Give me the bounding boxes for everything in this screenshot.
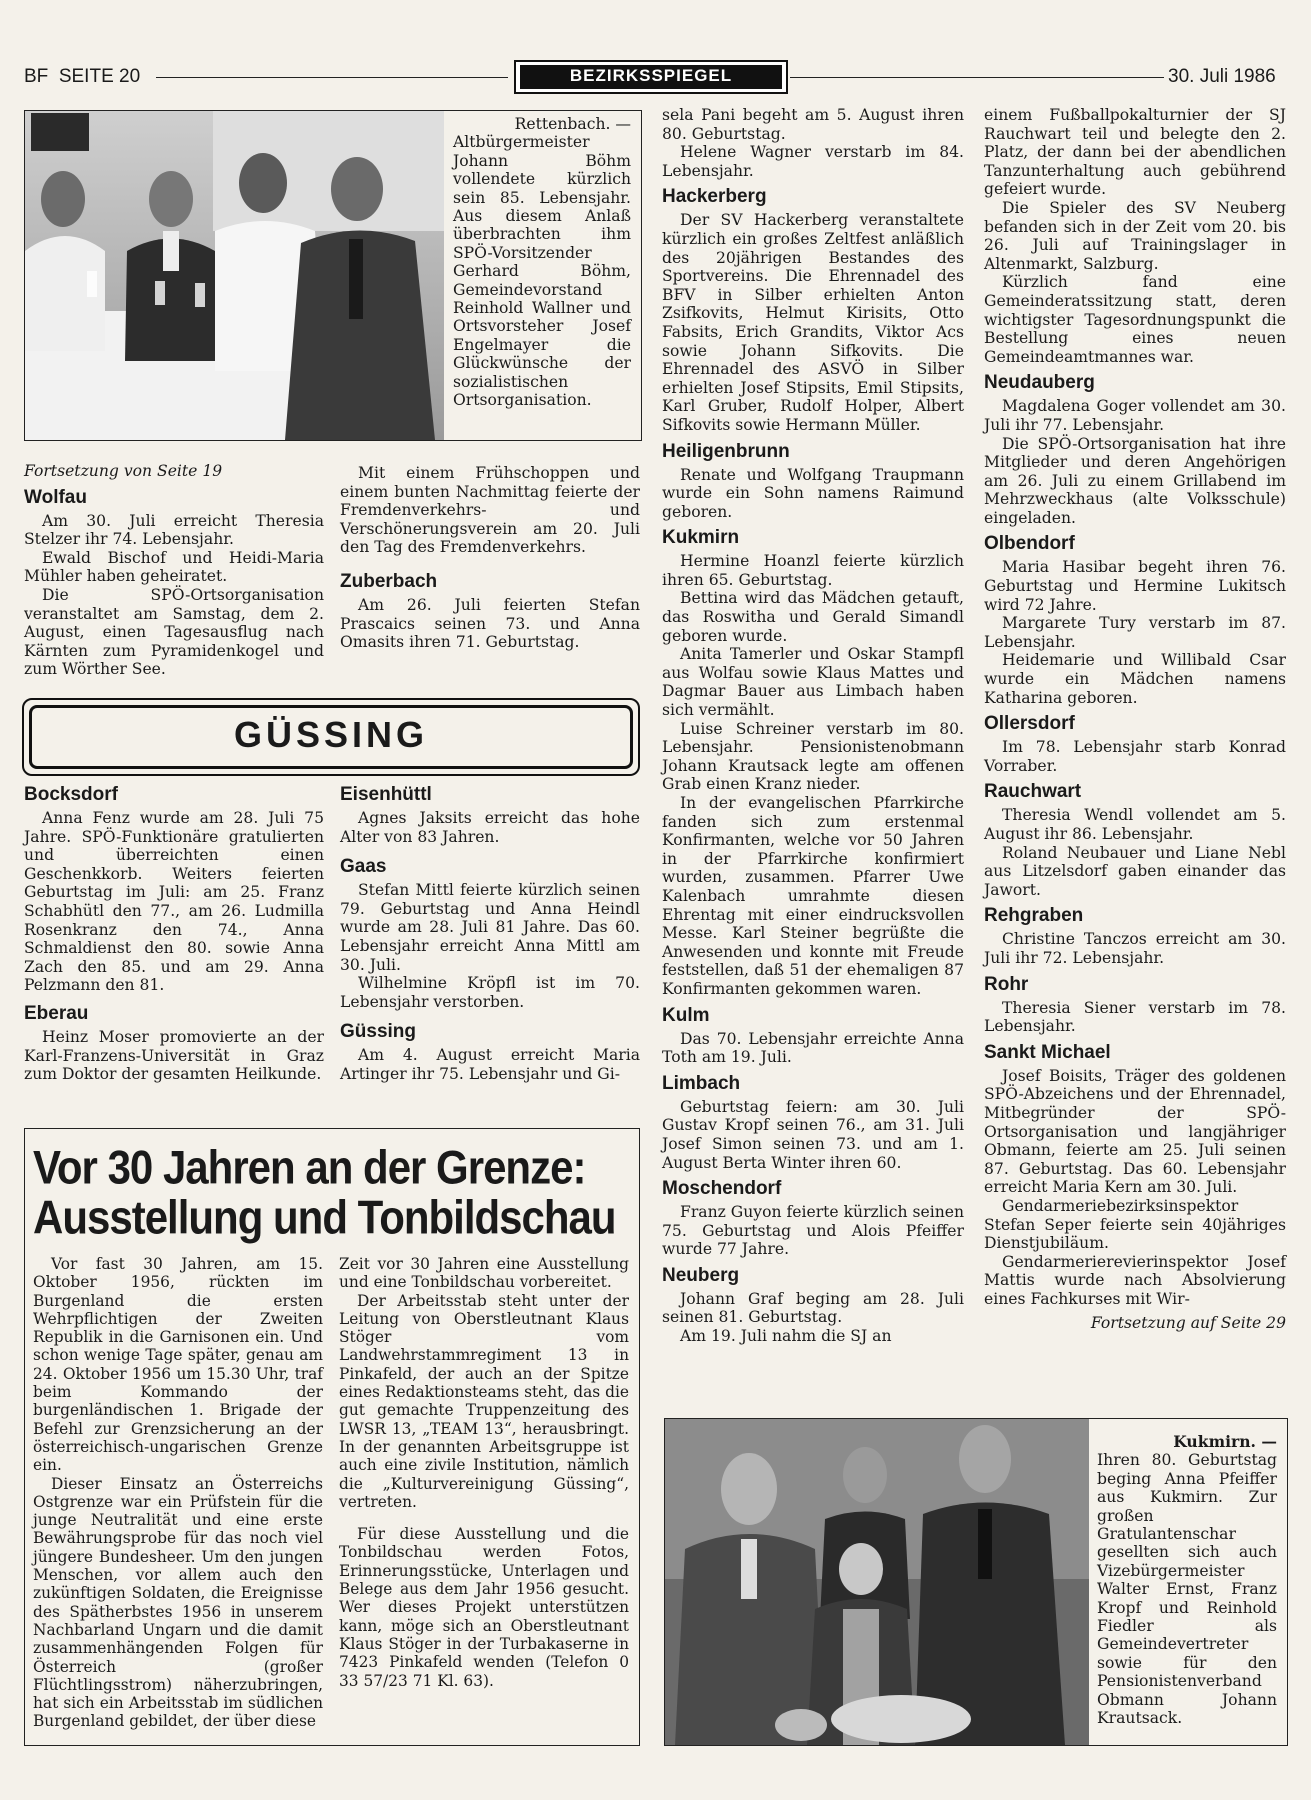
caption-lead: Rettenbach. — bbox=[514, 115, 631, 133]
paragraph: Hermine Hoanzl feierte kürzlich ihren 65. Geburtstag. bbox=[662, 552, 964, 589]
page-date: 30. Juli 1986 bbox=[1168, 66, 1276, 87]
heading-gaas: Gaas bbox=[340, 856, 387, 878]
paragraph: Der SV Hackerberg veranstaltete kürzlich ein großes Zeltfest anläßlich des 20jährigen Bestandes des Sportvereins. Die Ehrennadel des BFV in Silber erhielten Anton Zsifkovits, Helmut Kirisits, Otto Fabsits, Erich Grandits, Viktor Acs sowie Johann Sifkovits. Die Ehrennadel des ASVÖ in Silber erhielten Josef Stipsits, Emil Stipsits, Karl Gruber, Rudolf Holper, Albert Sifkovits sowie Hermann Müller. bbox=[662, 211, 964, 434]
paragraph: Roland Neubauer und Liane Nebl aus Litzelsdorf gaben einander das Jawort. bbox=[984, 843, 1286, 899]
article-headline-1: Vor 30 Jahren an der Grenze: bbox=[33, 1141, 586, 1194]
paragraph: Renate und Wolfgang Traupmann wurde ein Sohn namens Raimund geboren. bbox=[662, 465, 964, 521]
continuation-note: Fortsetzung auf Seite 29 bbox=[1090, 1314, 1286, 1333]
guessing-banner-title: GÜSSING bbox=[233, 714, 429, 755]
paragraph: Mit einem Frühschoppen und einem bunten Nachmittag feierte der Fremdenverkehrs- und Verschönerungsverein am 20. Juli den Tag des Fremdenverkehrs. bbox=[340, 464, 640, 557]
heading-limbach: Limbach bbox=[662, 1072, 741, 1094]
photo-kukmirn-image bbox=[665, 1419, 1089, 1745]
paragraph: Im 78. Lebensjahr starb Konrad Vorraber. bbox=[984, 738, 1286, 775]
heading-rohr: Rohr bbox=[984, 973, 1029, 995]
column-3 bbox=[662, 106, 964, 1346]
heading-ollersdorf: Ollersdorf bbox=[984, 713, 1075, 735]
photo-box-kukmirn bbox=[664, 1418, 1288, 1746]
caption-text: Altbürgermeister Johann Böhm vollendete kürzlich sein 85. Lebensjahr. Aus diesem Anlaß überbrachten ihm SPÖ-Vorsitzender Gerhard Böhm, Gemeindevorstand Reinhold Wallner und Ortsvorsteher Josef Engelmayer die Glückwünsche der sozialistischen Ortsorganisation. bbox=[453, 133, 631, 410]
paragraph: Gendarmeriebezirksinspektor Stefan Seper feierte sein 40jähriges Dienstjubiläum. bbox=[984, 1196, 1286, 1253]
heading-wolfau: Wolfau bbox=[24, 486, 87, 508]
paragraph: Theresia Wendl vollendet am 5. August ihr 86. Lebensjahr. bbox=[984, 806, 1286, 843]
caption-lead: Kukmirn. — bbox=[1173, 1432, 1277, 1451]
paragraph: Luise Schreiner verstarb im 80. Lebensjahr. Pensionistenobmann Johann Krautsack legte am offenen Grab einen Kranz nieder. bbox=[662, 719, 964, 794]
heading-hackerberg: Hackerberg bbox=[662, 186, 767, 208]
photo-caption-kukmirn bbox=[1097, 1433, 1277, 1728]
header-rule-right bbox=[790, 77, 1164, 78]
paragraph: Vor fast 30 Jahren, am 15. Oktober 1956, rückten im Burgenland die ersten Wehrpflichtigen der Zweiten Republik in die Garnisonen ein. Und schon wenige Tage später, genau am 24. Oktober 1956 um 15.30 Uhr, traf beim Kommando der burgenländischen 1. Brigade der Befehl zur Grenzsicherung an der österreichisch-ungarischen Grenze ein. bbox=[33, 1255, 323, 1475]
heading-heiligenbrunn: Heiligenbrunn bbox=[662, 440, 790, 462]
guessing-banner bbox=[22, 698, 640, 776]
photo-caption-rettenbach bbox=[453, 115, 631, 410]
heading-rehgraben: Rehgraben bbox=[984, 905, 1084, 927]
paragraph: Die SPÖ-Ortsorganisation hat ihre Mitglieder und deren Angehörigen am 26. Juli zu einem Grillabend im Mehrzweckhaus (alte Volksschule) eingeladen. bbox=[984, 434, 1286, 527]
paragraph: Das 70. Lebensjahr erreichte Anna Toth am 19. Juli. bbox=[662, 1029, 964, 1067]
heading-sankt-michael: Sankt Michael bbox=[984, 1041, 1111, 1063]
paragraph: Josef Boisits, Träger des goldenen SPÖ-Abzeichens und der Ehrennadel, Mitbegründer der SPÖ-Ortsorganisation und langjähriger Obmann, feierte am 25. Juli seinen 87. Geburtstag. Das 60. Lebensjahr erreicht Maria Kern am 30. Juli. bbox=[984, 1066, 1286, 1197]
heading-neudauberg: Neudauberg bbox=[984, 372, 1095, 394]
paragraph: Gendarmerierevierinspektor Josef Mattis wurde nach Absolvierung eines Fachkurses mit Wir- bbox=[984, 1252, 1286, 1308]
photo-rettenbach bbox=[25, 111, 444, 440]
heading-olbendorf: Olbendorf bbox=[984, 533, 1075, 555]
heading-eisenhuettl: Eisenhüttl bbox=[340, 784, 432, 805]
page-number: BF SEITE 20 bbox=[24, 66, 141, 87]
heading-rauchwart: Rauchwart bbox=[984, 781, 1082, 803]
heading-bocksdorf: Bocksdorf bbox=[24, 784, 118, 805]
column-bocksdorf bbox=[24, 784, 324, 1084]
continuation-note: Fortsetzung von Seite 19 bbox=[24, 462, 223, 480]
article-headline-2: Ausstellung und Tonbildschau bbox=[33, 1191, 616, 1244]
column-wolfau bbox=[24, 462, 324, 679]
paragraph: Stefan Mittl feierte kürzlich seinen 79. Geburtstag und Anna Heindl wurde am 28. Juli 81 Jahre. Das 60. Lebensjahr erreicht Anna Mittl am 30. Juli. bbox=[340, 881, 640, 974]
section-title: BEZIRKSSPIEGEL bbox=[520, 65, 782, 89]
photo-rettenbach-image bbox=[25, 111, 444, 440]
heading-zuberbach: Zuberbach bbox=[340, 570, 438, 592]
paragraph: Heidemarie und Willibald Csar wurde ein Mädchen namens Katharina geboren. bbox=[984, 651, 1286, 707]
paragraph: Wilhelmine Kröpfl ist im 70. Lebensjahr verstorben. bbox=[340, 974, 640, 1011]
paragraph: Heinz Moser promovierte an der Karl-Franzens-Universität in Graz zum Doktor der gesamten Heilkunde. bbox=[24, 1027, 324, 1084]
article-box bbox=[24, 1128, 640, 1746]
paragraph: Am 26. Juli feierten Stefan Prascaics seinen 73. und Anna Omasits ihren 71. Geburtstag. bbox=[340, 595, 640, 652]
column-zuberbach bbox=[340, 464, 640, 652]
paragraph: Zeit vor 30 Jahren eine Ausstellung und eine Tonbildschau vorbereitet. bbox=[339, 1255, 629, 1292]
paragraph: Am 19. Juli nahm die SJ an bbox=[680, 1327, 892, 1346]
article-left-column bbox=[33, 1255, 323, 1731]
photo-box-rettenbach bbox=[24, 110, 642, 441]
paragraph: Helene Wagner verstarb im 84. Lebensjahr. bbox=[662, 143, 964, 180]
heading-moschendorf: Moschendorf bbox=[662, 1178, 782, 1200]
paragraph: Theresia Siener verstarb im 78. Lebensjahr. bbox=[984, 998, 1286, 1036]
paragraph: Anna Fenz wurde am 28. Juli 75 Jahre. SPÖ-Funktionäre gratulierten und überreichten einen Geschenkkorb. Weiters feierten Geburtstag im Juli: am 25. Franz Schabhütl den 77., am 26. Ludmilla Rosenkranz den 74., Anna Schmaldienst den 80. sowie Anna Zach den 85. und am 29. Anna Pelzmann den 81. bbox=[24, 809, 324, 995]
paragraph: Die SPÖ-Ortsorganisation veranstaltet am Samstag, dem 2. August, einen Tagesausflug nach Kärnten zum Pyramidenkogel und zum Wörther See. bbox=[24, 585, 324, 679]
paragraph: einem Fußballpokalturnier der SJ Rauchwart teil und belegte den 2. Platz, der dann bei der abendlichen Tanzunterhaltung auch gebührend gefeiert wurde. bbox=[984, 106, 1286, 199]
column-4 bbox=[984, 106, 1286, 1333]
paragraph: sela Pani begeht am 5. August ihren 80. Geburtstag. bbox=[662, 106, 964, 143]
page-header bbox=[0, 58, 1290, 98]
paragraph: Ewald Bischof und Heidi-Maria Mühler haben geheiratet. bbox=[24, 548, 324, 586]
paragraph: Der Arbeitsstab steht unter der Leitung von Oberstleutnant Klaus Stöger vom Landwehrstammregiment 13 in Pinkafeld, der auch an der Spitze eines Redaktionsteams steht, das die gut gemachte Truppenzeitung des LWSR 13, „TEAM 13“, herausbringt. In der genannten Arbeitsgruppe ist auch eine zivile Institution, nämlich die „Kulturvereinigung Güssing“, vertreten. bbox=[339, 1291, 629, 1511]
paragraph: Für diese Ausstellung und die Tonbildschau werden Fotos, Erinnerungsstücke, Unterlagen und Belege aus dem Jahr 1956 gesucht. Wer dieses Projekt unterstützen kann, möge sich an Oberstleutnant Klaus Stöger in der Turbakaserne in 7423 Pinkafeld wenden (Telefon 0 33 57/23 71 Kl. 63). bbox=[339, 1525, 629, 1690]
header-rule-left bbox=[156, 77, 508, 78]
paragraph: Am 30. Juli erreicht Theresia Stelzer ihr 74. Lebensjahr. bbox=[24, 511, 324, 549]
article-right-column bbox=[339, 1255, 629, 1690]
paragraph: Bettina wird das Mädchen getauft, das Roswitha und Gerald Simandl geboren wurde. bbox=[662, 589, 964, 645]
section-title-box bbox=[514, 60, 788, 94]
paragraph: Margarete Tury verstarb im 87. Lebensjahr. bbox=[984, 614, 1286, 651]
paragraph: In der evangelischen Pfarrkirche fanden sich zum erstenmal Konfirmanten, welche vor 50 Jahren in der Pfarrkirche konfirmiert wurden, zusammen. Pfarrer Uwe Kalenbach umrahmte diesen Ehrentag mit einer eindrucksvollen Messe. Karl Steiner begrüßte die Anwesenden und konnte mit Freude feststellen, daß 51 der ehemaligen 87 Konfirmanten gekommen waren. bbox=[662, 794, 964, 998]
heading-kulm: Kulm bbox=[662, 1004, 710, 1026]
paragraph: Magdalena Goger vollendet am 30. Juli ihr 77. Lebensjahr. bbox=[984, 397, 1286, 434]
heading-neuberg: Neuberg bbox=[662, 1264, 740, 1286]
paragraph: Maria Hasibar begeht ihren 76. Geburtstag und Hermine Lukitsch wird 72 Jahre. bbox=[984, 558, 1286, 614]
heading-guessing: Güssing bbox=[340, 1021, 417, 1043]
paragraph: Anita Tamerler und Oskar Stampfl aus Wolfau sowie Klaus Mattes und Dagmar Bauer aus Limbach haben sich vermählt. bbox=[662, 645, 964, 720]
photo-kukmirn bbox=[665, 1419, 1089, 1745]
paragraph: Johann Graf beging am 28. Juli seinen 81. Geburtstag. bbox=[662, 1289, 964, 1327]
heading-kukmirn: Kukmirn bbox=[662, 527, 740, 549]
paragraph: Agnes Jaksits erreicht das hohe Alter von 83 Jahren. bbox=[340, 809, 640, 846]
paragraph: Franz Guyon feierte kürzlich seinen 75. Geburtstag und Alois Pfeiffer wurde 77 Jahre. bbox=[662, 1203, 965, 1259]
paragraph: Geburtstag feiern: am 30. Juli Gustav Kropf seinen 76., am 31. Juli Josef Simon seinen 73. und am 1. August Berta Winter ihren 60. bbox=[662, 1097, 964, 1172]
caption-text: Ihren 80. Geburtstag beging Anna Pfeiffer aus Kukmirn. Zur großen Gratulantenschar gesellten sich auch Vizebürgermeister Walter Ernst, Franz Kropf und Reinhold Fiedler als Gemeindevertreter sowie für den Pensionistenverband Obmann Johann Krautsack. bbox=[1097, 1451, 1277, 1728]
paragraph: Am 4. August erreicht Maria Artinger ihr 75. Lebensjahr und Gi- bbox=[340, 1046, 640, 1083]
paragraph: Christine Tanczos erreicht am 30. Juli ihr 72. Lebensjahr. bbox=[984, 930, 1286, 967]
paragraph: Die Spieler des SV Neuberg befanden sich in der Zeit vom 20. bis 26. Juli auf Trainingslager in Altenmarkt, Salzburg. bbox=[984, 198, 1286, 273]
column-eisenhuettl bbox=[340, 784, 640, 1084]
paragraph: Dieser Einsatz an Österreichs Ostgrenze war ein Prüfstein für die junge Neutralität und eine erste Bewährungsprobe für das noch viel jüngere Bundesheer. Um den jungen Menschen, vor allem auch den zukünftigen Soldaten, die Ereignisse des Spätherbstes 1956 in unserem Nachbarland Ungarn und die damit zusammenhängenden Folgen für Österreich (großer Flüchtlingsstrom) näherzubringen, hat sich ein Arbeitsstab im südlichen Burgenland gebildet, der über diese bbox=[33, 1474, 323, 1731]
paragraph: Kürzlich fand eine Gemeinderatssitzung statt, deren wichtigster Tagesordnungspunkt die Bestellung eines neuen Gemeindeamtmannes war. bbox=[984, 273, 1286, 366]
heading-eberau: Eberau bbox=[24, 1002, 89, 1024]
